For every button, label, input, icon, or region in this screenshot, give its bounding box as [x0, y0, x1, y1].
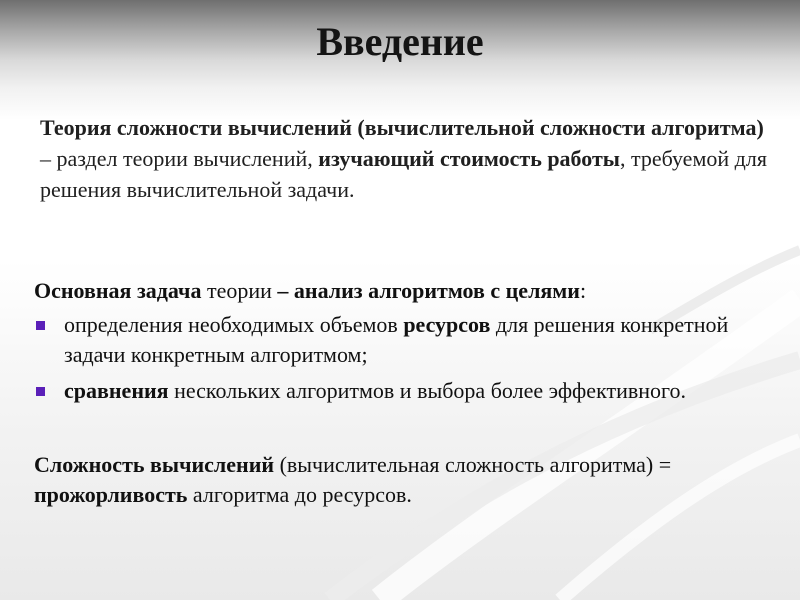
intro-paragraph — [40, 112, 780, 205]
bullet-square-icon — [36, 387, 45, 396]
main-task-goal: – анализ алгоритмов с целями — [277, 278, 580, 303]
goals-list — [34, 310, 774, 406]
conclusion-paragraph — [34, 450, 774, 510]
intro-term: Теория сложности вычислений (вычислительной сложности алгоритма) — [40, 115, 764, 140]
conclusion-text: (вычислительная сложность алгоритма) = — [274, 452, 672, 477]
main-task-colon: : — [579, 278, 587, 303]
intro-text: – раздел теории вычислений, — [40, 146, 319, 171]
bullet-emphasis: сравнения — [64, 378, 169, 403]
conclusion-term: Сложность вычислений — [34, 452, 275, 477]
intro-text-end: , требуемой для решения вычислительной задачи. — [40, 146, 767, 202]
bullet-square-icon — [36, 321, 45, 330]
intro-emphasis: изучающий стоимость работы — [318, 146, 620, 171]
main-task-text: теории — [201, 278, 278, 303]
bullet-text-end: нескольких алгоритмов и выбора более эффективного. — [168, 378, 686, 403]
list-item — [34, 376, 774, 406]
bullet-text: определения необходимых объемов — [64, 312, 404, 337]
bullet-text-end: для решения конкретной задачи конкретным алгоритмом; — [64, 312, 729, 367]
main-task-heading — [34, 276, 774, 306]
conclusion-emphasis: прожорливость — [34, 482, 188, 507]
main-task-label: Основная задача — [34, 278, 202, 303]
main-content — [34, 276, 774, 510]
conclusion-text-end: алгоритма до ресурсов. — [187, 482, 412, 507]
bullet-emphasis: ресурсов — [403, 312, 491, 337]
slide-title: Введение — [316, 19, 484, 64]
list-item — [34, 310, 774, 370]
